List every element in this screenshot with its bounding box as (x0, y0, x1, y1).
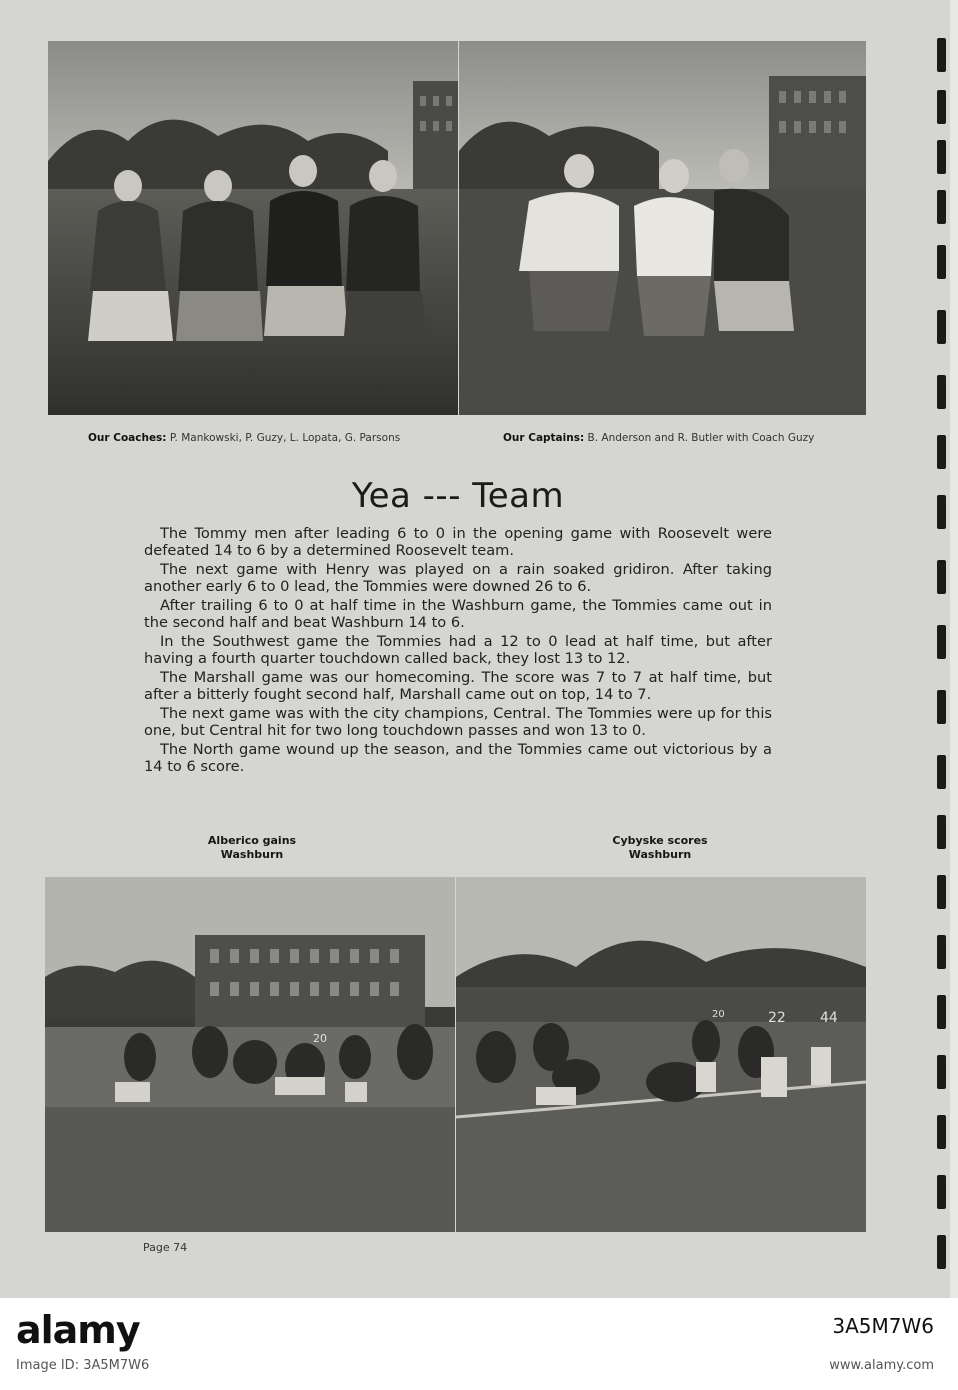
stock-url: www.alamy.com (829, 1358, 934, 1373)
binder-hole (937, 375, 946, 409)
binder-hole (937, 815, 946, 849)
binder-hole (937, 755, 946, 789)
binder-hole (937, 190, 946, 224)
action-right-caption-line2: Washburn (628, 848, 692, 861)
captains-caption-label: Our Captains: (503, 432, 585, 444)
binder-hole (937, 560, 946, 594)
coaches-caption (88, 432, 400, 444)
paragraph: The North game wound up the season, and the Tommies came out victorious by a 14 to 6 score. (144, 741, 772, 775)
paragraph: The next game with Henry was played on a rain soaked gridiron. After taking another early 6 to 0 lead, the Tommies were downed 26 to 6. (144, 561, 772, 595)
binder-strip (928, 0, 958, 1298)
binder-hole (937, 1115, 946, 1149)
jersey-number: 44 (820, 1010, 838, 1026)
jersey-number: 20 (313, 1032, 327, 1045)
article-body (144, 525, 772, 777)
image-code: 3A5M7W6 (832, 1314, 934, 1338)
stock-footer (0, 1298, 958, 1390)
binder-hole (937, 995, 946, 1029)
binder-hole (937, 1175, 946, 1209)
binder-hole (937, 625, 946, 659)
paragraph: The next game was with the city champions, Central. The Tommies were up for this one, but Central hit for two long touchdown passes and won 13 to 0. (144, 705, 772, 739)
paragraph: In the Southwest game the Tommies had a 12 to 0 lead at half time, but after having a fourth quarter touchdown called back, they lost 13 to 12. (144, 633, 772, 667)
action-left-caption-line2: Washburn (220, 848, 284, 861)
jersey-number: 22 (768, 1010, 786, 1026)
paragraph: After trailing 6 to 0 at half time in the Washburn game, the Tommies came out in the second half and beat Washburn 14 to 6. (144, 597, 772, 631)
captains-caption-text: B. Anderson and R. Butler with Coach Guzy (587, 432, 815, 444)
binder-hole (937, 495, 946, 529)
alamy-logo: alamy (16, 1308, 140, 1352)
action-left-caption (172, 834, 332, 862)
binder-hole (937, 245, 946, 279)
binder-hole (937, 435, 946, 469)
article-title: Yea --- Team (351, 476, 565, 516)
paragraph: The Marshall game was our homecoming. The score was 7 to 7 at half time, but after a bitterly fought second half, Marshall came out on top, 14 to 7. (144, 669, 772, 703)
action-photo-right (456, 877, 866, 1232)
action-right-caption (580, 834, 740, 862)
binder-hole (937, 690, 946, 724)
binder-hole (937, 38, 946, 72)
action-left-caption-line1: Alberico gains (207, 834, 297, 847)
paragraph: The Tommy men after leading 6 to 0 in the opening game with Roosevelt were defeated 14 to 6 by a determined Roosevelt team. (144, 525, 772, 559)
binder-hole (937, 875, 946, 909)
coaches-caption-text: P. Mankowski, P. Guzy, L. Lopata, G. Parsons (169, 432, 401, 444)
binder-hole (937, 90, 946, 124)
binder-edge (950, 0, 958, 1298)
binder-hole (937, 935, 946, 969)
binder-hole (937, 140, 946, 174)
page-number: Page 74 (143, 1241, 188, 1254)
coaches-caption-label: Our Coaches: (88, 432, 167, 444)
action-photo-left (45, 877, 455, 1232)
image-id: Image ID: 3A5M7W6 (16, 1358, 150, 1373)
captains-photo (459, 41, 866, 415)
binder-hole (937, 1055, 946, 1089)
binder-hole (937, 1235, 946, 1269)
jersey-number: 20 (712, 1009, 725, 1020)
binder-hole (937, 310, 946, 344)
action-right-caption-line1: Cybyske scores (612, 834, 708, 847)
captains-caption (503, 432, 814, 444)
coaches-photo (48, 41, 458, 415)
